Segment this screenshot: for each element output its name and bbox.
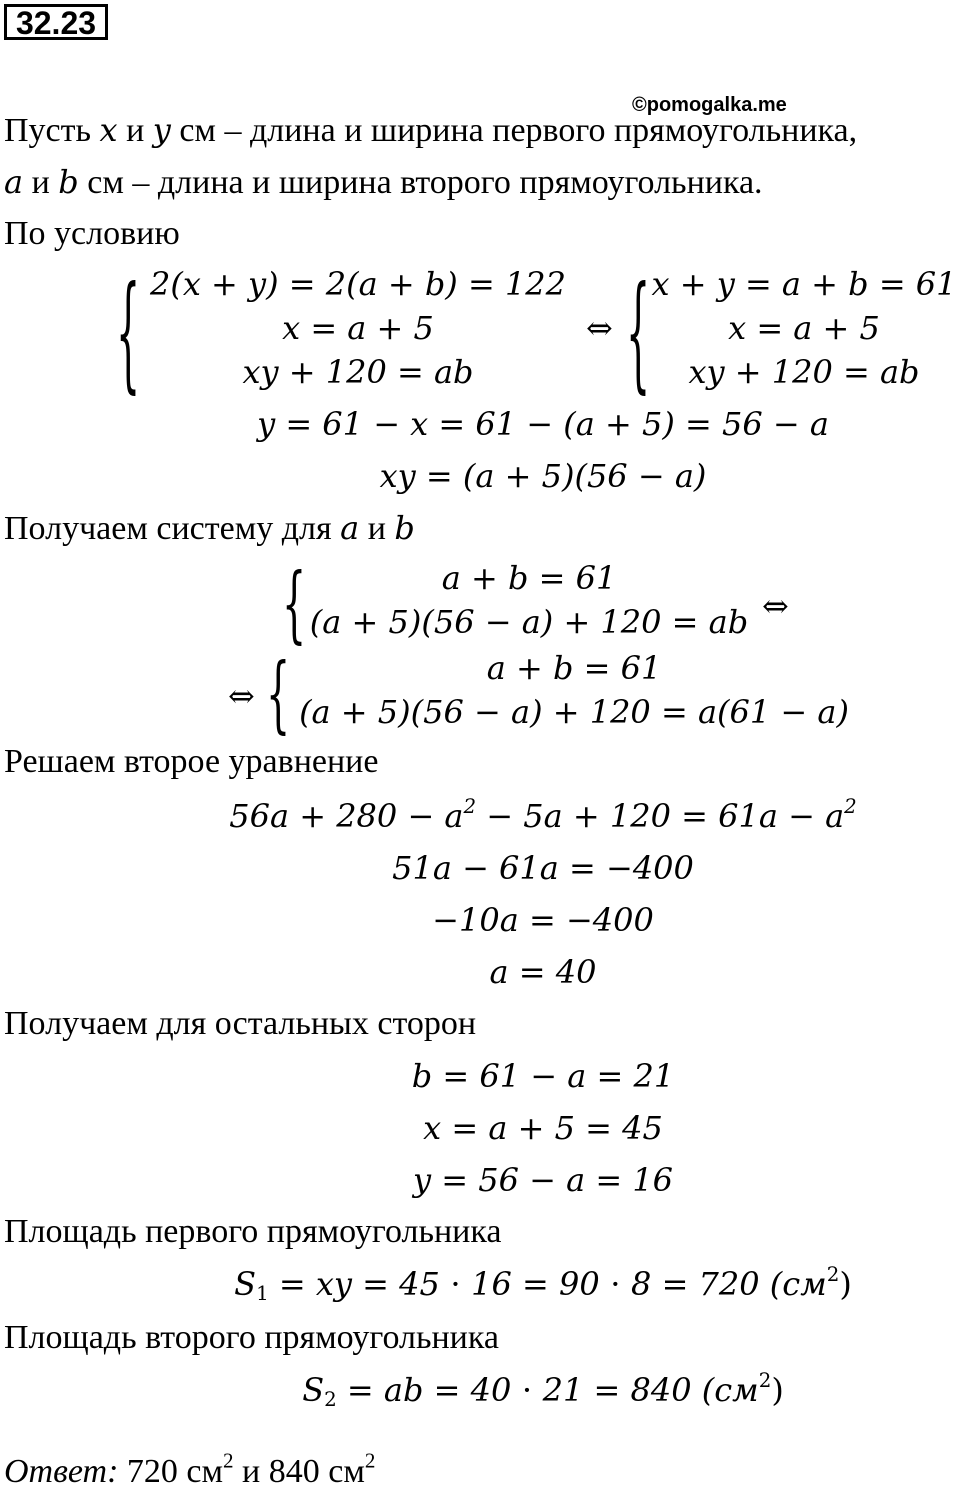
label-text: Получаем систему для — [4, 510, 341, 547]
side-b: b = 61 − a = 21 — [411, 1057, 675, 1095]
exponent: 2 — [844, 795, 857, 819]
system-1-left — [138, 264, 578, 392]
solve-step-3: −10a = −400 — [432, 901, 654, 939]
intro-text: см – длина и ширина первого прямоугольника, — [170, 112, 858, 149]
area-2-label: Площадь второго прямоугольника — [4, 1319, 499, 1356]
equation: (a + 5)(56 − a) + 120 = a(61 − a) — [299, 693, 849, 731]
intro-text: см – длина и ширина второго прямоугольника. — [78, 164, 763, 201]
expr: ) — [771, 1371, 784, 1409]
problem-number: 32.23 — [4, 4, 108, 40]
var-y: y — [152, 111, 171, 149]
watermark: ©pomogalka.me — [632, 94, 787, 116]
solve-step-2: 51a − 61a = −400 — [392, 849, 694, 887]
system-for-label — [4, 508, 415, 549]
equation: 2(x + y) = 2(a + b) = 122 — [149, 265, 567, 303]
exponent: 2 — [223, 1448, 234, 1473]
solve-step-1 — [0, 796, 960, 836]
derive-line-1: y = 61 − x = 61 − (a + 5) = 56 − a — [257, 405, 829, 443]
system-3 — [284, 648, 864, 732]
brace-right-1: { — [626, 260, 651, 406]
exponent: 2 — [826, 1263, 840, 1287]
answer-value: и 840 см — [233, 1453, 365, 1490]
solve-step-4: a = 40 — [489, 953, 597, 991]
equation: a + b = 61 — [486, 649, 662, 687]
side-x: x = a + 5 = 45 — [423, 1109, 663, 1147]
equiv-symbol: ⇔ — [586, 309, 613, 347]
var-s: S — [302, 1371, 325, 1409]
answer — [4, 1448, 376, 1492]
intro-text: и — [23, 164, 59, 201]
answer-label: Ответ: — [4, 1453, 119, 1490]
equation: xy + 120 = ab — [688, 353, 920, 391]
label-text: и — [359, 510, 395, 547]
var-b: b — [394, 509, 415, 547]
area-2-formula — [0, 1370, 960, 1410]
intro-text: и — [117, 112, 153, 149]
expr: − 5a + 120 = 61a − a — [476, 797, 845, 835]
system-2 — [300, 558, 758, 642]
subscript: 1 — [256, 1281, 269, 1305]
intro-line-2 — [4, 162, 763, 203]
equation: x = a + 5 — [728, 309, 880, 347]
var-s: S — [234, 1265, 257, 1303]
answer-value: 720 см — [118, 1453, 223, 1490]
equation: x = a + 5 — [282, 309, 434, 347]
var-a: a — [4, 163, 24, 201]
subscript: 2 — [324, 1387, 337, 1411]
equiv-symbol: ⇔ — [762, 587, 789, 625]
expr: = xy = 45 ⋅ 16 = 90 ⋅ 8 = 720 (см — [268, 1265, 827, 1303]
var-x: x — [99, 111, 118, 149]
area-1-label: Площадь первого прямоугольника — [4, 1213, 502, 1250]
system-1-right — [648, 264, 960, 392]
brace-3: { — [266, 645, 291, 743]
expr: 56a + 280 − a — [229, 797, 464, 835]
intro-line-1 — [4, 110, 857, 151]
expr: ) — [839, 1265, 852, 1303]
other-sides-label: Получаем для остальных сторон — [4, 1005, 477, 1042]
intro-text: Пусть — [4, 112, 100, 149]
equiv-symbol: ⇔ — [228, 677, 255, 715]
derive-line-2: xy = (a + 5)(56 − a) — [379, 457, 707, 495]
exponent: 2 — [364, 1448, 376, 1473]
brace-left-1: { — [116, 260, 141, 406]
equation: xy + 120 = ab — [242, 353, 474, 391]
side-y: y = 56 − a = 16 — [412, 1161, 674, 1199]
var-b: b — [58, 163, 79, 201]
exponent: 2 — [758, 1369, 772, 1393]
equation: (a + 5)(56 − a) + 120 = ab — [309, 603, 749, 641]
brace-2: { — [282, 555, 307, 653]
var-a: a — [340, 509, 360, 547]
by-condition-label: По условию — [4, 215, 180, 252]
equation: a + b = 61 — [441, 559, 617, 597]
area-1-formula — [0, 1264, 960, 1304]
expr: = ab = 40 ⋅ 21 = 840 (см — [336, 1371, 759, 1409]
equation: x + y = a + b = 61 — [651, 265, 957, 303]
exponent: 2 — [463, 795, 477, 819]
solve-second-label: Решаем второе уравнение — [4, 743, 379, 780]
